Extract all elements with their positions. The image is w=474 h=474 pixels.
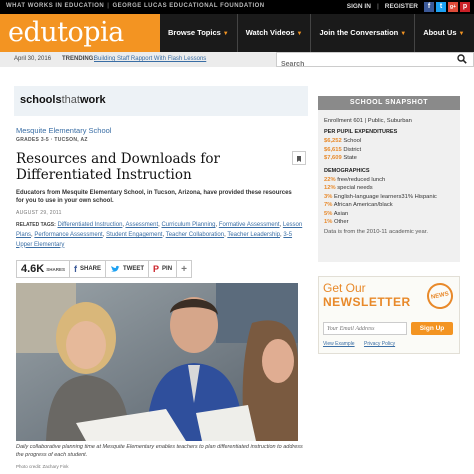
newsletter-signup [318, 276, 460, 354]
tag-link[interactable]: Teacher Collaboration [165, 231, 225, 238]
view-example-link[interactable]: View Example [323, 341, 355, 347]
chevron-down-icon: ▼ [222, 31, 229, 37]
plus-icon: + [181, 263, 187, 275]
banner-word-that: that [61, 94, 80, 106]
data-note: Data is from the 2010-11 academic year. [324, 228, 428, 235]
demographic-row [324, 218, 454, 227]
pinterest-icon: P [153, 264, 160, 274]
facebook-share-button[interactable] [70, 261, 106, 277]
nav-join-conversation-label: Join the Conversation [319, 28, 399, 37]
nav-watch-videos-label: Watch Videos [245, 28, 295, 37]
search-box [276, 52, 474, 67]
email-field[interactable] [323, 322, 407, 335]
privacy-policy-link[interactable]: Privacy Policy [363, 341, 396, 347]
demographic-label: special needs [337, 185, 373, 191]
article-photo [16, 283, 298, 441]
demographic-value: 3% [324, 193, 333, 200]
publish-date: AUGUST 29, 2011 [16, 210, 62, 216]
school-name-link[interactable]: Mesquite Elementary School [16, 126, 112, 135]
sign-up-button[interactable]: Sign Up [411, 322, 453, 335]
ppe-heading: PER PUPIL EXPENDITURES [324, 129, 398, 135]
pinterest-icon[interactable]: p [460, 2, 470, 12]
tweet-label: TWEET [123, 266, 145, 272]
school-snapshot [318, 110, 460, 262]
tag-link[interactable]: Performance Assessment [34, 231, 103, 238]
twitter-icon [110, 265, 120, 274]
tag-link[interactable]: Differentiated Instruction [57, 222, 123, 228]
demographic-row [324, 193, 454, 202]
tag-link[interactable]: Curriculum Planning [161, 222, 216, 228]
current-date: April 30, 2016 [14, 56, 52, 62]
classroom-photo [16, 283, 298, 441]
demographic-label: English-language learners31% Hispanic [334, 193, 437, 200]
demographic-row [324, 201, 454, 210]
banner-word-schools: schools [20, 94, 62, 106]
schools-that-work-logo [20, 94, 106, 106]
foundation-link[interactable]: GEORGE LUCAS EDUCATIONAL FOUNDATION [112, 3, 265, 9]
top-bar [0, 0, 474, 14]
ppe-value: $7,609 [324, 155, 342, 161]
share-count-label: SHARES [46, 266, 66, 272]
nav-watch-videos[interactable] [238, 14, 312, 52]
ppe-row [324, 146, 454, 155]
facebook-share-label: SHARE [80, 266, 102, 272]
twitter-icon[interactable]: t [436, 2, 446, 12]
tagline-text: WHAT WORKS IN EDUCATION [6, 3, 105, 9]
ppe-label: State [343, 155, 357, 161]
school-grades-location: GRADES 3-5 · TUCSON, AZ [16, 137, 88, 143]
facebook-icon[interactable]: f [424, 2, 434, 12]
photo-credit: Photo credit: Zachary Fink [16, 464, 69, 469]
sign-in-link[interactable]: SIGN IN [346, 3, 371, 10]
nav-browse-topics-label: Browse Topics [168, 28, 221, 37]
ppe-value: $6,252 [324, 138, 342, 144]
newsletter-links [323, 341, 403, 347]
nav-about-us[interactable] [415, 14, 472, 52]
tag-link[interactable]: Lesson Plans [16, 222, 303, 238]
trending-link[interactable]: Building Staff Rapport With Flash Lessons [94, 56, 207, 62]
chevron-down-icon: ▼ [400, 31, 407, 37]
demographic-row [324, 176, 454, 185]
demographic-label: Other [334, 219, 349, 225]
search-input[interactable] [277, 58, 447, 71]
demographic-value: 7% [324, 202, 333, 208]
bookmark-icon [293, 153, 305, 165]
pin-label: PIN [162, 266, 173, 272]
share-bar [16, 260, 192, 278]
tag-link[interactable]: Assessment [125, 222, 159, 228]
article-title: Resources and Downloads for Differentiated Instruction [16, 151, 220, 183]
article-intro: Educators from Mesquite Elementary School, in Tucson, Arizona, have provided these resources for you to use in your own school. [16, 190, 292, 204]
demographic-value: 12% [324, 185, 336, 191]
newsletter-get-our: Get Our [323, 281, 366, 295]
news-stamp-icon: NEWS [425, 281, 456, 312]
account-links: SIGN IN | REGISTER [346, 3, 418, 10]
pin-button[interactable] [149, 261, 177, 277]
main-nav [160, 14, 474, 52]
search-icon[interactable] [457, 54, 467, 64]
chevron-down-icon: ▼ [458, 31, 465, 37]
related-tags-label: RELATED TAGS: [16, 222, 56, 228]
edutopia-logo[interactable]: edutopia [8, 17, 124, 48]
demographics-heading: DEMOGRAPHICS [324, 167, 370, 174]
ppe-row [324, 154, 454, 163]
share-count-number: 4.6K [21, 263, 45, 275]
demographic-value: 1% [324, 219, 333, 225]
ppe-value: $6,615 [324, 146, 342, 153]
nav-browse-topics[interactable] [160, 14, 238, 52]
demographic-value: 5% [324, 210, 333, 217]
trending-label: TRENDING: [62, 56, 96, 62]
related-tags: RELATED TAGS: Differentiated Instruction, Assessment, Curriculum Planning, Formative Assessment, Lesson Plans, Performance Assessment, Student Engagement, Teacher Collaboration, Teacher Leadership, 3-5 Upper Elementary [16, 222, 303, 248]
more-share-button[interactable] [177, 261, 191, 277]
google-plus-icon[interactable]: g+ [448, 2, 458, 12]
demographic-row [324, 210, 454, 219]
photo-caption: Daily collaborative planning time at Mesquite Elementary enables teachers to plan differentiated instruction to address the progress of each student. [16, 444, 303, 458]
tagline: WHAT WORKS IN EDUCATION | GEORGE LUCAS EDUCATIONAL FOUNDATION [6, 3, 265, 9]
site-header [0, 14, 474, 52]
register-link[interactable]: REGISTER [384, 3, 418, 10]
enrollment-info: Enrollment 601 | Public, Suburban [324, 118, 412, 124]
share-count [17, 261, 70, 277]
tweet-button[interactable] [106, 261, 149, 277]
nav-about-us-label: About Us [423, 28, 457, 37]
tag-link[interactable]: 3-5 Upper Elementary [16, 231, 293, 248]
tag-link[interactable]: Teacher Leadership [227, 231, 281, 238]
newsletter-title: NEWSLETTER [323, 295, 411, 309]
school-snapshot-heading: SCHOOL SNAPSHOT [318, 96, 460, 110]
ppe-row [324, 137, 454, 146]
schools-that-work-banner[interactable] [14, 86, 308, 116]
tag-link[interactable]: Formative Assessment [218, 222, 280, 228]
ppe-label: District [343, 146, 362, 153]
demographic-label: free/reduced lunch [337, 176, 386, 183]
bookmark-button[interactable] [292, 151, 306, 165]
demographic-label: African American/black [333, 202, 393, 208]
nav-join-conversation[interactable] [311, 14, 415, 52]
banner-word-work: work [79, 94, 106, 106]
chevron-down-icon: ▼ [296, 31, 303, 37]
ppe-label: School [343, 138, 362, 144]
demographic-row [324, 184, 454, 193]
demographic-value: 22% [324, 176, 336, 183]
demographic-label: Asian [333, 210, 349, 217]
facebook-icon: f [74, 264, 78, 274]
social-links [424, 2, 470, 12]
tag-link[interactable]: Student Engagement [106, 231, 163, 238]
